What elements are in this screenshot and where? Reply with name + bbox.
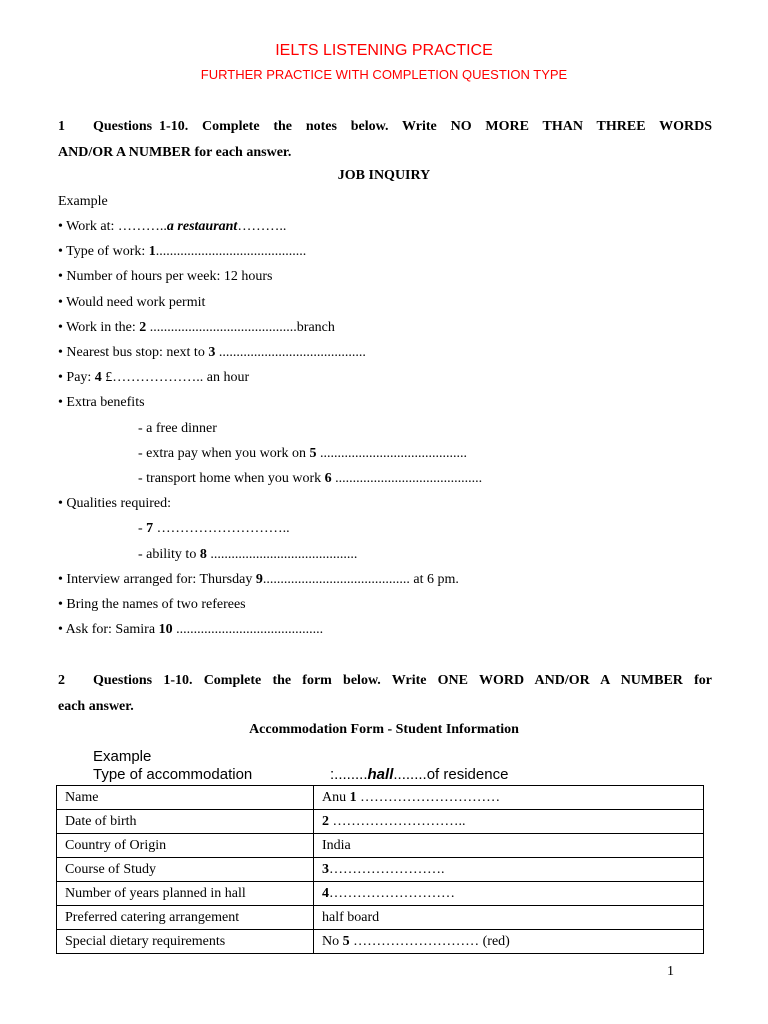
question-number: 5	[309, 445, 317, 461]
answer-blank: ..........................................branch	[146, 319, 335, 335]
field-value	[314, 882, 704, 906]
field-text: Anu	[322, 789, 350, 805]
section2-example-field: Type of accommodation	[93, 766, 253, 783]
example-answer: a restaurant	[166, 219, 238, 234]
note-text: • Number of hours per week: 12 hours	[58, 269, 273, 285]
answer-blank: ..........................................	[215, 345, 366, 360]
question-number: 8	[199, 546, 207, 562]
question-number: 9	[255, 571, 263, 587]
note-text: -	[138, 521, 147, 537]
field-value	[314, 786, 704, 810]
table-row	[57, 882, 704, 906]
field-label: Date of birth	[57, 810, 314, 834]
section2-instruction-line1: Questions 1-10. Complete the form below. Write ONE WORD AND/OR A NUMBER for	[93, 673, 712, 688]
page-title: IELTS LISTENING PRACTICE	[275, 42, 493, 59]
note-line	[138, 471, 482, 487]
note-line	[138, 547, 357, 563]
table-row	[57, 930, 704, 954]
table-row	[57, 810, 704, 834]
note-text: • Work at: ………..	[58, 219, 167, 234]
field-label: Name	[57, 786, 314, 810]
answer-blank: .......................................... at 6 pm.	[262, 571, 459, 587]
section2-instruction-line2: each answer.	[58, 699, 134, 714]
answer-blank: ……………………… (red)	[349, 933, 510, 949]
note-line	[58, 269, 272, 285]
note-text: - ability to	[138, 546, 200, 562]
note-line	[58, 496, 171, 512]
note-line	[58, 219, 286, 235]
answer-blank: ………………………..	[153, 521, 290, 537]
note-line	[58, 295, 205, 311]
note-line	[138, 421, 217, 437]
note-line	[58, 370, 249, 386]
note-text: • Bring the names of two referees	[58, 597, 246, 612]
section1-instruction-line1: Questions 1-10. Complete the notes below. Write NO MORE THAN THREE WORDS	[93, 119, 712, 134]
section1-number: 1	[58, 119, 65, 134]
section2-example-label: Example	[93, 748, 152, 765]
note-line	[58, 395, 145, 411]
section1-example-label: Example	[58, 194, 108, 209]
answer-blank: ...........................................	[155, 244, 307, 260]
question-number: 3	[322, 861, 329, 877]
section2-instruction	[58, 668, 712, 720]
section2-heading: Accommodation Form - Student Information	[249, 722, 519, 737]
field-label: Course of Study	[57, 858, 314, 882]
note-line	[58, 244, 306, 260]
note-text: • Would need work permit	[58, 294, 206, 310]
question-number: 5	[342, 933, 350, 949]
note-line	[58, 622, 323, 638]
note-text: • Extra benefits	[58, 395, 145, 411]
page-subtitle: FURTHER PRACTICE WITH COMPLETION QUESTION TYPE	[200, 67, 568, 82]
note-line	[58, 597, 246, 613]
question-number: 3	[208, 345, 216, 360]
example-prefix: :........	[330, 766, 368, 783]
note-text: • Qualities required:	[58, 496, 171, 512]
question-number: 7	[146, 521, 154, 537]
question-number: 2	[139, 319, 147, 335]
note-text: • Pay:	[58, 370, 95, 386]
section2-number: 2	[58, 673, 65, 688]
note-text: - transport home when you work	[138, 471, 325, 486]
question-number: 4	[94, 370, 102, 386]
page-number: 1	[667, 964, 674, 979]
answer-blank: ..........................................	[172, 622, 324, 638]
field-label: Number of years planned in hall	[57, 882, 314, 906]
question-number: 1	[148, 244, 156, 260]
note-text: • Ask for: Samira	[58, 622, 159, 638]
table-row	[57, 834, 704, 858]
note-line	[138, 446, 467, 462]
field-text: India	[322, 837, 351, 853]
answer-blank: …………………………	[356, 789, 501, 805]
answer-blank: ..........................................	[206, 546, 358, 562]
note-text: - extra pay when you work on	[138, 445, 310, 461]
question-number: 6	[324, 471, 332, 486]
field-text: half board	[322, 909, 380, 925]
note-text: • Type of work:	[58, 244, 149, 260]
question-number: 10	[158, 622, 173, 638]
note-text: • Interview arranged for: Thursday	[58, 571, 256, 587]
table-row	[57, 858, 704, 882]
accommodation-form-table	[56, 785, 704, 954]
answer-blank: ………………………	[329, 885, 455, 901]
answer-blank: …………………….	[329, 861, 445, 877]
question-number: 1	[349, 789, 357, 805]
field-value	[314, 810, 704, 834]
section1-instruction	[58, 114, 712, 166]
field-value	[314, 930, 704, 954]
field-text: No	[322, 933, 343, 949]
answer-blank: ..........................................	[316, 445, 467, 461]
table-row	[57, 786, 704, 810]
field-label: Special dietary requirements	[57, 930, 314, 954]
section1-heading: JOB INQUIRY	[337, 168, 431, 183]
field-value	[314, 906, 704, 930]
note-line	[138, 521, 290, 537]
note-text: • Work in the:	[58, 319, 140, 335]
answer-blank: ………………………..	[329, 813, 466, 829]
note-line	[58, 345, 366, 361]
example-suffix: ………..	[237, 219, 287, 234]
answer-blank: ..........................................	[331, 471, 483, 486]
note-text: • Nearest bus stop: next to	[58, 345, 209, 360]
example-answer-word: hall	[367, 766, 394, 783]
section1-instruction-line2: AND/OR A NUMBER for each answer.	[58, 145, 292, 160]
note-text: - a free dinner	[138, 420, 217, 436]
note-line	[58, 572, 459, 588]
field-value	[314, 858, 704, 882]
field-value	[314, 834, 704, 858]
table-row	[57, 906, 704, 930]
field-label: Preferred catering arrangement	[57, 906, 314, 930]
answer-blank: £……………….. an hour	[101, 370, 250, 386]
example-suffix: ........of residence	[393, 766, 509, 783]
field-label: Country of Origin	[57, 834, 314, 858]
section2-example-answer	[330, 766, 508, 783]
note-line	[58, 320, 335, 336]
question-number: 4	[322, 885, 329, 901]
question-number: 2	[322, 813, 329, 829]
